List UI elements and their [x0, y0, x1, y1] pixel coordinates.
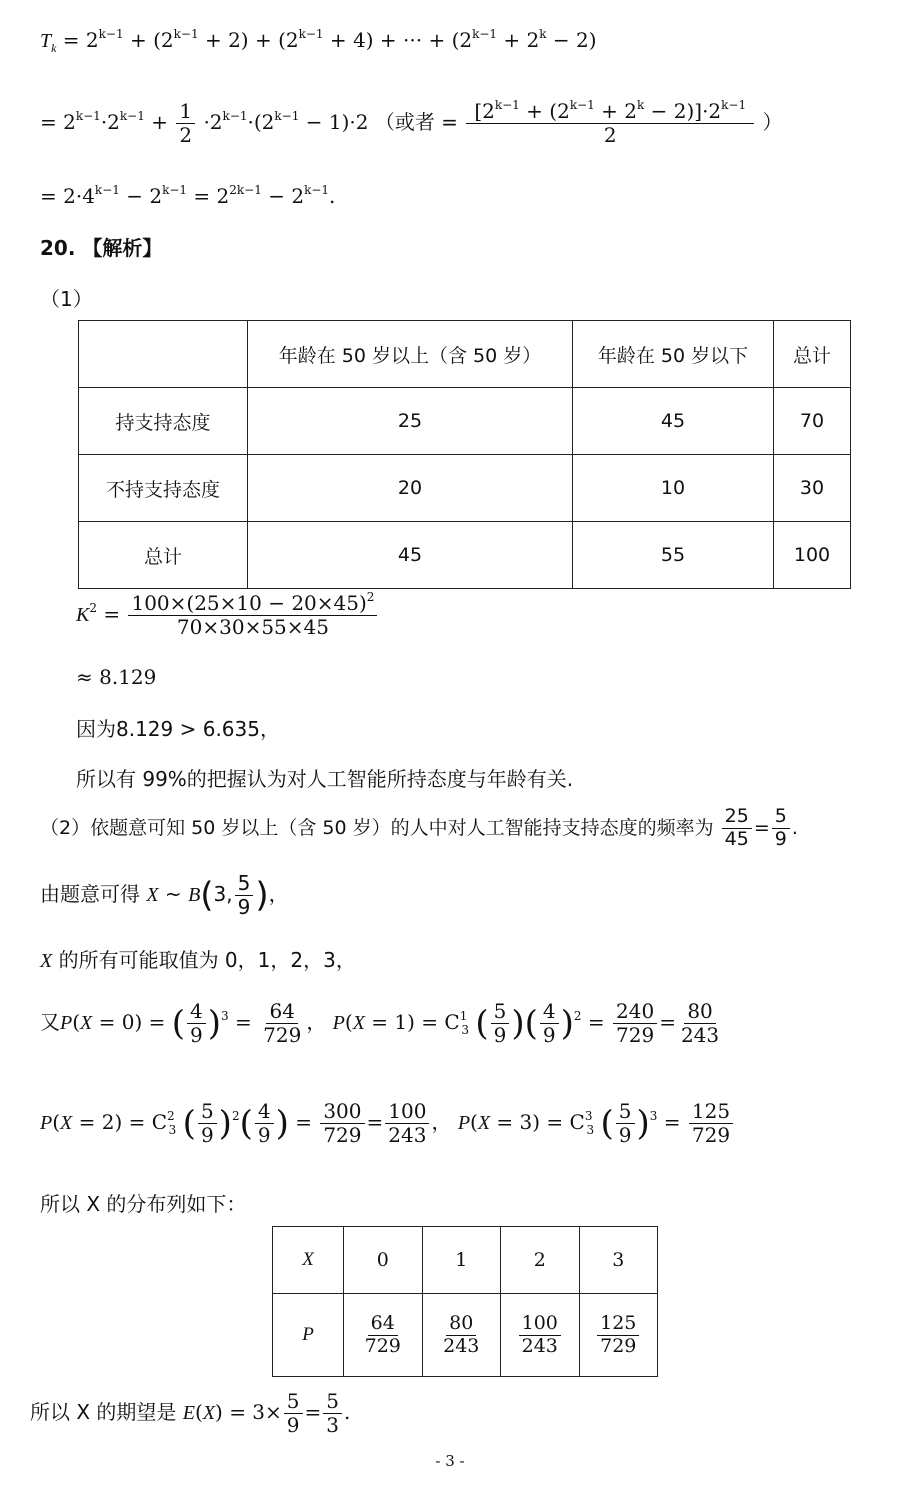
table-cell: 100 — [774, 522, 851, 589]
table-cell: 10 — [573, 455, 774, 522]
k2-formula: $K^2$ = $\frac{100\times(25\times 10 - 20\times 45)^2}{70\times 30\times 55\times 45}$ — [76, 592, 379, 639]
values-line: X 的所有可能取值为 0，1，2，3， — [40, 948, 356, 972]
row-label: 持支持态度 — [79, 388, 248, 455]
contingency-table — [78, 320, 851, 589]
table-cell: 25 — [248, 388, 573, 455]
table-cell: 30 — [774, 455, 851, 522]
expectation-line: 所以 X 的期望是 E(X) = 3× $\frac{5}{9}$ = $\frac{5}{3}$ . — [30, 1389, 351, 1437]
table-cell: 20 — [248, 455, 573, 522]
row-label: 不持支持态度 — [79, 455, 248, 522]
x-value: 3 — [579, 1227, 658, 1294]
k2-conclusion: 所以有 99%的把握认为对人工智能所持态度与年龄有关. — [76, 767, 574, 791]
p-value: $\frac{125}{729}$ — [579, 1294, 658, 1377]
k2-approx: ≈ 8.129 — [76, 665, 157, 689]
section-title: 20. 【解析】 — [40, 236, 163, 260]
distribution-table — [272, 1226, 658, 1377]
header-cell — [79, 321, 248, 388]
table-row — [79, 388, 851, 455]
sum-line-3: = $2\cdot 4^{k-1} - 2^{k-1} = 2^{2k-1} - 2^{k-1}$. — [40, 183, 336, 208]
table-row — [79, 522, 851, 589]
prob-line-1: 又P(X = 0) = ( $\frac{4}{9}$ )$^3$ = $\frac{64}{729}$ ， $P(X = 1) = C^1_3$ ( $\frac{5}{9}$ )( $\frac{4}{9}$ )$^2$ = $\frac{240}{729}$ = $\frac{80}{243}$ — [40, 999, 720, 1047]
table-row — [79, 455, 851, 522]
tk-symbol: T — [40, 30, 52, 52]
part1-label: （1） — [40, 287, 93, 311]
table-cell: 45 — [573, 388, 774, 455]
prob-line-2: $P(X = 2) = C^2_3$ ( $\frac{5}{9}$ )$^2$( $\frac{4}{9}$ ) = $\frac{300}{729}$ = $\frac{100}{243}$ ， $P(X = 3) = C^3_3$ ( $\frac{5}{9}$ )$^3$ = $\frac{125}{729}$ — [40, 1100, 735, 1147]
dist-list-text: 所以 X 的分布列如下： — [40, 1192, 247, 1216]
header-cell: 总计 — [774, 321, 851, 388]
table-cell: 70 — [774, 388, 851, 455]
p-value: $\frac{80}{243}$ — [422, 1294, 501, 1377]
k2-because: 因为8.129 > 6.635， — [76, 717, 280, 741]
sum-line-2: = $2^{k-1}\cdot 2^{k-1}$ + $\frac{1}{2}$ $\cdot 2^{k-1}\cdot(2^{k-1} - 1)\cdot 2$ （或者 = $\frac{[2^{k-1} + (2^{k-1} + 2^k - 2)]\cdot 2^{k-1}}{2}$ ） — [40, 98, 783, 147]
p-label: P — [273, 1294, 344, 1377]
x-value: 2 — [501, 1227, 580, 1294]
header-cell: 年龄在 50 岁以下 — [573, 321, 774, 388]
part2-intro: （2）依题意可知 50 岁以上（含 50 岁）的人中对人工智能持支持态度的频率为 $\frac{25}{45}$ = $\frac{5}{9}$ . — [40, 805, 798, 850]
header-cell: 年龄在 50 岁以上（含 50 岁） — [248, 321, 573, 388]
p-value: $\frac{64}{729}$ — [344, 1294, 423, 1377]
x-label: X — [273, 1227, 344, 1294]
table-row-x — [273, 1227, 658, 1294]
table-cell: 55 — [573, 522, 774, 589]
table-header-row — [79, 321, 851, 388]
distribution-line: 由题意可得 X ~ B(3, $\frac{5}{9}$ )， — [40, 871, 289, 919]
table-row-p — [273, 1294, 658, 1377]
page-number: - 3 - — [435, 1452, 465, 1470]
table-cell: 45 — [248, 522, 573, 589]
alt-label: （或者 = — [374, 110, 458, 134]
sum-line-1: $T_k = 2^{k-1} + (2^{k-1} + 2) + (2^{k-1} + 4)$ + ··· + $(2^{k-1} + 2^k - 2)$ — [40, 27, 597, 55]
x-value: 1 — [422, 1227, 501, 1294]
row-label: 总计 — [79, 522, 248, 589]
x-value: 0 — [344, 1227, 423, 1294]
p-value: $\frac{100}{243}$ — [501, 1294, 580, 1377]
